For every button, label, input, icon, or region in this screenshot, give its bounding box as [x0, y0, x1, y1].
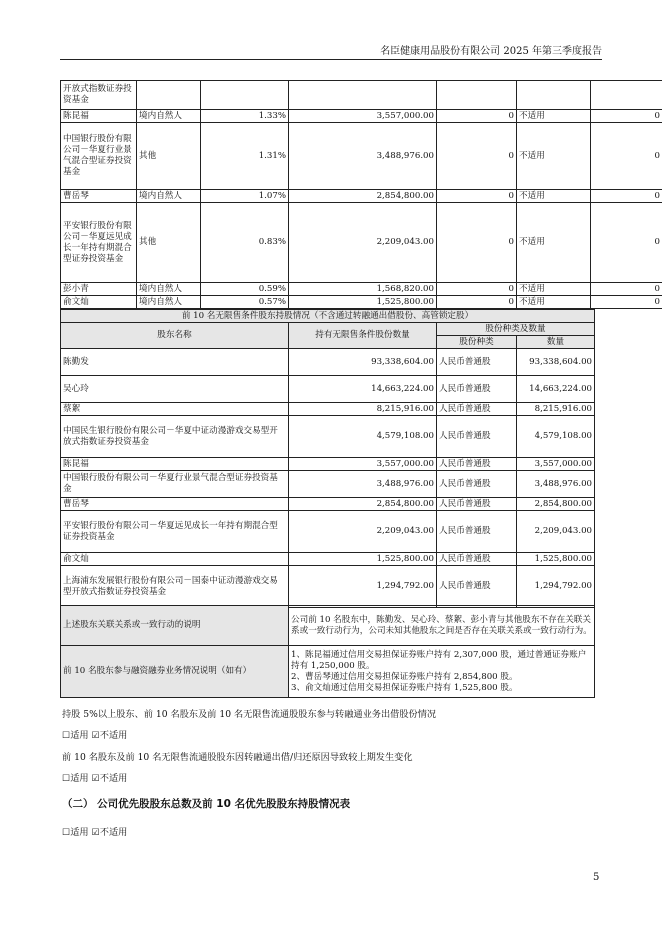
change-paragraph: 前 10 名股东及前 10 名无限售流通股股东因转融通出借/归还原因导致较上期发生变化	[62, 752, 413, 763]
cell-ratio: 0.57%	[201, 296, 289, 309]
cell-qty: 2,209,043.00	[517, 511, 595, 553]
cell-name: 平安银行股份有限公司－华夏远见成长一年持有期混合型证券投资基金	[61, 203, 137, 283]
table-row	[61, 123, 662, 190]
cell-qty: 2,854,800.00	[517, 498, 595, 511]
cell-name: 陈昆福	[61, 110, 137, 123]
cell-ratio: 0.83%	[201, 203, 289, 283]
header-rule	[60, 59, 602, 60]
cell-qty: 8,215,916.00	[517, 403, 595, 416]
cell-name: 彭小青	[61, 283, 137, 296]
cell-name: 俞文灿	[61, 553, 289, 566]
table-row	[61, 296, 662, 309]
cell-name: 上海浦东发展银行股份有限公司－国泰中证动漫游戏交易型开放式指数证券投资基金	[61, 566, 289, 608]
cell-pledge-status: 不适用	[517, 283, 591, 296]
table-row	[61, 376, 595, 403]
cell-ratio: 1.07%	[201, 190, 289, 203]
cell-type: 人民币普通股	[437, 403, 517, 416]
cell-restricted: 0	[437, 296, 517, 309]
cell-shares: 1,568,820.00	[289, 283, 437, 296]
cell-name: 俞文灿	[61, 296, 137, 309]
cell-nature: 境内自然人	[137, 296, 201, 309]
cell-qty: 4,579,108.00	[517, 416, 595, 458]
table-row	[61, 110, 662, 123]
cell-name: 平安银行股份有限公司－华夏远见成长一年持有期混合型证券投资基金	[61, 511, 289, 553]
cell-ratio	[201, 81, 289, 110]
cell-name: 中国银行股份有限公司－华夏行业景气混合型证券投资基金	[61, 123, 137, 190]
margin-label: 前 10 名股东参与融资融券业务情况说明（如有）	[61, 646, 289, 698]
margin-line: 3、俞文灿通过信用交易担保证券账户持有 1,525,800 股。	[291, 682, 518, 693]
cell-name: 中国银行股份有限公司－华夏行业景气混合型证券投资基金	[61, 471, 289, 498]
lending-options: ☐适用 ☑不适用	[62, 730, 128, 741]
cell-pledge-qty: 0	[591, 110, 662, 123]
cell-name: 中国民生银行股份有限公司－华夏中证动漫游戏交易型开放式指数证券投资基金	[61, 416, 289, 458]
cell-nature: 其他	[137, 203, 201, 283]
cell-pledge-status: 不适用	[517, 123, 591, 190]
section2-heading: （二） 公司优先股股东总数及前 10 名优先股股东持股情况表	[62, 798, 351, 810]
cell-pledge-qty: 0	[591, 190, 662, 203]
cell-nature: 其他	[137, 123, 201, 190]
cell-shares: 3,488,976.00	[289, 123, 437, 190]
cell-pledge-status: 不适用	[517, 203, 591, 283]
cell-restricted: 0	[437, 110, 517, 123]
cell-restricted: 0	[437, 203, 517, 283]
cell-ratio: 1.31%	[201, 123, 289, 190]
cell-pledge-status: 不适用	[517, 110, 591, 123]
cell-name: 蔡絮	[61, 403, 289, 416]
related-text: 公司前 10 名股东中，陈勤发、吴心玲、蔡絮、彭小青与其他股东不存在关联关系或一致行动行为，公司未知其他股东之间是否存在关联关系或一致行动行为。	[289, 606, 595, 646]
cell-name: 吴心玲	[61, 376, 289, 403]
cell-type: 人民币普通股	[437, 376, 517, 403]
cell-qty: 3,557,000.00	[517, 458, 595, 471]
cell-type: 人民币普通股	[437, 458, 517, 471]
cell-qty: 1,525,800.00	[517, 553, 595, 566]
change-options: ☐适用 ☑不适用	[62, 773, 128, 784]
cell-shares: 2,209,043.00	[289, 511, 437, 553]
col-header-type: 股份种类	[437, 336, 517, 349]
cell-shares: 1,294,792.00	[289, 566, 437, 608]
cell-qty: 14,663,224.00	[517, 376, 595, 403]
cell-shares: 1,525,800.00	[289, 553, 437, 566]
cell-shares: 2,854,800.00	[289, 498, 437, 511]
cell-name: 陈昆福	[61, 458, 289, 471]
cell-pledge-qty	[591, 81, 662, 110]
table-row	[61, 349, 595, 376]
cell-qty: 1,294,792.00	[517, 566, 595, 608]
section2-options: ☐适用 ☑不适用	[62, 827, 128, 838]
cell-qty: 3,488,976.00	[517, 471, 595, 498]
table-row	[61, 81, 662, 110]
table-row	[61, 511, 595, 553]
cell-shares: 3,557,000.00	[289, 458, 437, 471]
cell-shares: 93,338,604.00	[289, 349, 437, 376]
lending-paragraph: 持股 5%以上股东、前 10 名股东及前 10 名无限售流通股股东参与转融通业务出借股份情况	[62, 709, 437, 720]
page-number: 5	[593, 872, 600, 883]
cell-restricted: 0	[437, 190, 517, 203]
cell-type: 人民币普通股	[437, 553, 517, 566]
cell-type: 人民币普通股	[437, 566, 517, 608]
col-header-name: 股东名称	[61, 323, 289, 349]
cell-type: 人民币普通股	[437, 471, 517, 498]
cell-shares: 2,209,043.00	[289, 203, 437, 283]
cell-shares: 3,557,000.00	[289, 110, 437, 123]
cell-shares: 14,663,224.00	[289, 376, 437, 403]
cell-name: 曹岳琴	[61, 190, 137, 203]
cell-shares: 2,854,800.00	[289, 190, 437, 203]
table-row	[61, 190, 662, 203]
cell-pledge-qty: 0	[591, 283, 662, 296]
cell-nature: 境内自然人	[137, 283, 201, 296]
related-label: 上述股东关联关系或一致行动的说明	[61, 606, 289, 646]
page-header: 名臣健康用品股份有限公司 2025 年第三季度报告	[380, 46, 602, 57]
table-row	[61, 458, 595, 471]
margin-line: 1、陈昆福通过信用交易担保证券账户持有 2,307,000 股，通过普通证券账户持有 1,250,000 股。	[291, 649, 587, 671]
table-row	[61, 203, 662, 283]
margin-text	[289, 646, 595, 698]
col-header-qty: 数量	[517, 336, 595, 349]
cell-restricted: 0	[437, 283, 517, 296]
table-row	[61, 566, 595, 608]
cell-shares	[289, 81, 437, 110]
cell-nature: 境内自然人	[137, 190, 201, 203]
top-holders-table	[60, 80, 662, 309]
cell-pledge-status	[517, 81, 591, 110]
cell-restricted: 0	[437, 123, 517, 190]
table-row	[61, 471, 595, 498]
cell-restricted	[437, 81, 517, 110]
cell-type: 人民币普通股	[437, 349, 517, 376]
cell-ratio: 1.33%	[201, 110, 289, 123]
cell-shares: 8,215,916.00	[289, 403, 437, 416]
cell-type: 人民币普通股	[437, 498, 517, 511]
cell-name: 曹岳琴	[61, 498, 289, 511]
unrestricted-holders-table	[60, 309, 595, 608]
col-header-shares: 持有无限售条件股份数量	[289, 323, 437, 349]
col-header-type-group: 股份种类及数量	[437, 323, 595, 336]
cell-pledge-qty: 0	[591, 123, 662, 190]
cell-name: 开放式指数证券投资基金	[61, 81, 137, 110]
table-row	[61, 498, 595, 511]
notes-table	[60, 605, 595, 698]
cell-nature	[137, 81, 201, 110]
cell-type: 人民币普通股	[437, 511, 517, 553]
cell-pledge-status: 不适用	[517, 190, 591, 203]
cell-shares: 3,488,976.00	[289, 471, 437, 498]
cell-ratio: 0.59%	[201, 283, 289, 296]
cell-nature: 境内自然人	[137, 110, 201, 123]
table-row	[61, 416, 595, 458]
cell-pledge-qty: 0	[591, 296, 662, 309]
section-title: 前 10 名无限售条件股东持股情况（不含通过转融通出借股份、高管锁定股）	[61, 310, 595, 323]
cell-name: 陈勤发	[61, 349, 289, 376]
cell-shares: 1,525,800.00	[289, 296, 437, 309]
cell-pledge-qty: 0	[591, 203, 662, 283]
cell-pledge-status: 不适用	[517, 296, 591, 309]
table-row	[61, 403, 595, 416]
cell-shares: 4,579,108.00	[289, 416, 437, 458]
table-row	[61, 553, 595, 566]
margin-line: 2、曹岳琴通过信用交易担保证券账户持有 2,854,800 股。	[291, 671, 518, 682]
cell-type: 人民币普通股	[437, 416, 517, 458]
cell-qty: 93,338,604.00	[517, 349, 595, 376]
table-row	[61, 283, 662, 296]
